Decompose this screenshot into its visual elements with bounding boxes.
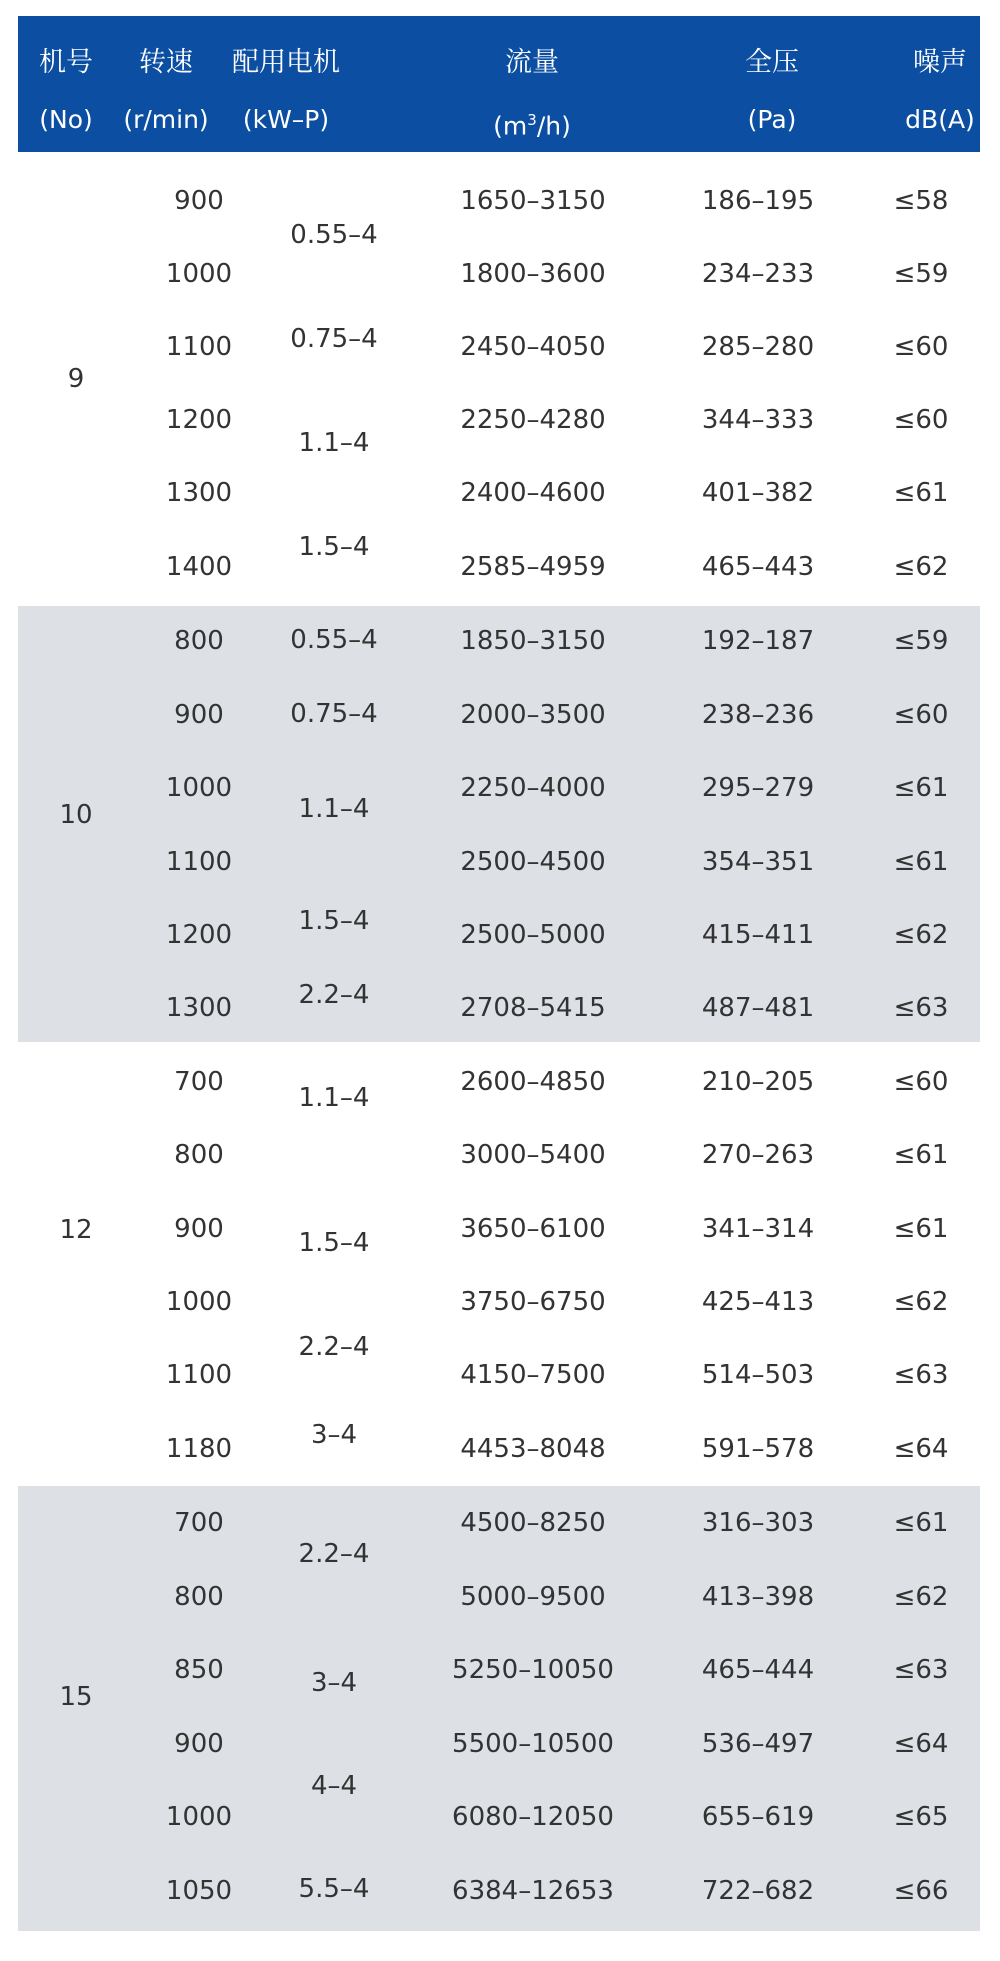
pressure-cell: 354–351	[701, 847, 815, 877]
header-model-number: 机号 (No)	[39, 47, 93, 134]
noise-cell: ≤61	[893, 773, 949, 803]
flow-cell: 4150–7500	[460, 1360, 606, 1390]
noise-cell: ≤65	[893, 1802, 949, 1832]
flow-cell: 3650–6100	[460, 1214, 606, 1244]
flow-cell: 2450–4050	[460, 332, 606, 362]
flow-cell: 1650–3150	[460, 186, 606, 216]
pressure-cell: 401–382	[701, 478, 815, 508]
pressure-cell: 465–443	[701, 552, 815, 582]
flow-cell: 2400–4600	[460, 478, 606, 508]
pressure-cell: 295–279	[701, 773, 815, 803]
header-pressure: 全压 (Pa)	[745, 47, 799, 134]
group-band-9	[18, 170, 980, 606]
pressure-cell: 186–195	[701, 186, 815, 216]
noise-cell: ≤63	[893, 1360, 949, 1390]
flow-cell: 3000–5400	[460, 1140, 606, 1170]
model-number: 12	[59, 1215, 93, 1245]
motor-cell: 0.55–4	[290, 625, 378, 655]
noise-cell: ≤64	[893, 1729, 949, 1759]
pressure-cell: 341–314	[701, 1214, 815, 1244]
model-number: 9	[67, 364, 85, 394]
pressure-cell: 234–233	[701, 259, 815, 289]
pressure-cell: 514–503	[701, 1360, 815, 1390]
speed-cell: 1200	[165, 920, 233, 950]
flow-cell: 2250–4000	[460, 773, 606, 803]
speed-cell: 900	[174, 1729, 224, 1759]
flow-cell: 2708–5415	[460, 993, 606, 1023]
noise-cell: ≤59	[893, 259, 949, 289]
noise-cell: ≤58	[893, 186, 949, 216]
speed-cell: 850	[174, 1655, 224, 1685]
speed-cell: 700	[174, 1067, 224, 1097]
speed-cell: 1300	[165, 993, 233, 1023]
flow-cell: 2250–4280	[460, 405, 606, 435]
noise-cell: ≤66	[893, 1876, 949, 1906]
flow-cell: 2600–4850	[460, 1067, 606, 1097]
pressure-cell: 655–619	[701, 1802, 815, 1832]
noise-cell: ≤62	[893, 552, 949, 582]
speed-cell: 900	[174, 1214, 224, 1244]
noise-cell: ≤61	[893, 1214, 949, 1244]
header-flow: 流量 $(m^3/h)$	[493, 47, 571, 141]
flow-cell: 2500–5000	[460, 920, 606, 950]
flow-cell: 4500–8250	[460, 1508, 606, 1538]
noise-cell: ≤61	[893, 1508, 949, 1538]
motor-cell: 1.1–4	[298, 1083, 370, 1113]
flow-cell: 5250–10050	[452, 1655, 614, 1685]
motor-cell: 3–4	[310, 1420, 358, 1450]
motor-cell: 2.2–4	[298, 1332, 370, 1362]
pressure-cell: 487–481	[701, 993, 815, 1023]
group-band-12	[18, 1042, 980, 1478]
pressure-cell: 425–413	[701, 1287, 815, 1317]
noise-cell: ≤60	[893, 332, 949, 362]
motor-cell: 5.5–4	[298, 1874, 370, 1904]
pressure-cell: 722–682	[701, 1876, 815, 1906]
motor-cell: 4–4	[310, 1771, 358, 1801]
speed-cell: 900	[174, 186, 224, 216]
noise-cell: ≤61	[893, 1140, 949, 1170]
speed-cell: 1050	[165, 1876, 233, 1906]
motor-cell: 1.5–4	[298, 532, 370, 562]
flow-cell: 1800–3600	[460, 259, 606, 289]
flow-cell: 5000–9500	[460, 1582, 606, 1612]
pressure-cell: 415–411	[701, 920, 815, 950]
noise-cell: ≤60	[893, 700, 949, 730]
flow-cell: 4453–8048	[460, 1434, 606, 1464]
group-band-15	[18, 1486, 980, 1931]
noise-cell: ≤63	[893, 1655, 949, 1685]
header-noise: 噪声 dB(A)	[905, 47, 975, 134]
pressure-cell: 465–444	[701, 1655, 815, 1685]
noise-cell: ≤64	[893, 1434, 949, 1464]
header-speed: 转速 (r/min)	[123, 47, 209, 134]
flow-cell: 2500–4500	[460, 847, 606, 877]
model-number: 10	[59, 800, 93, 830]
model-number: 15	[59, 1682, 93, 1712]
speed-cell: 1000	[165, 1802, 233, 1832]
motor-cell: 0.55–4	[290, 220, 378, 250]
noise-cell: ≤60	[893, 1067, 949, 1097]
noise-cell: ≤59	[893, 626, 949, 656]
speed-cell: 1000	[165, 773, 233, 803]
speed-cell: 1000	[165, 259, 233, 289]
flow-cell: 2585–4959	[460, 552, 606, 582]
table-header	[18, 16, 980, 152]
speed-cell: 1180	[165, 1434, 233, 1464]
motor-cell: 1.1–4	[298, 794, 370, 824]
flow-cell: 2000–3500	[460, 700, 606, 730]
pressure-cell: 270–263	[701, 1140, 815, 1170]
pressure-cell: 285–280	[701, 332, 815, 362]
speed-cell: 800	[174, 1140, 224, 1170]
speed-cell: 1100	[165, 1360, 233, 1390]
motor-cell: 2.2–4	[298, 980, 370, 1010]
speed-cell: 700	[174, 1508, 224, 1538]
noise-cell: ≤61	[893, 847, 949, 877]
noise-cell: ≤63	[893, 993, 949, 1023]
speed-cell: 1200	[165, 405, 233, 435]
pressure-cell: 316–303	[701, 1508, 815, 1538]
motor-cell: 1.1–4	[298, 428, 370, 458]
flow-cell: 1850–3150	[460, 626, 606, 656]
pressure-cell: 536–497	[701, 1729, 815, 1759]
motor-cell: 2.2–4	[298, 1539, 370, 1569]
pressure-cell: 344–333	[701, 405, 815, 435]
pressure-cell: 192–187	[701, 626, 815, 656]
motor-cell: 0.75–4	[290, 699, 378, 729]
speed-cell: 1100	[165, 332, 233, 362]
noise-cell: ≤62	[893, 1582, 949, 1612]
flow-cell: 6384–12653	[452, 1876, 614, 1906]
noise-cell: ≤62	[893, 920, 949, 950]
motor-cell: 1.5–4	[298, 1228, 370, 1258]
motor-cell: 3–4	[310, 1668, 358, 1698]
motor-cell: 0.75–4	[290, 324, 378, 354]
pressure-cell: 413–398	[701, 1582, 815, 1612]
speed-cell: 1400	[165, 552, 233, 582]
speed-cell: 1300	[165, 478, 233, 508]
speed-cell: 800	[174, 626, 224, 656]
motor-cell: 1.5–4	[298, 906, 370, 936]
pressure-cell: 210–205	[701, 1067, 815, 1097]
noise-cell: ≤62	[893, 1287, 949, 1317]
pressure-cell: 238–236	[701, 700, 815, 730]
flow-cell: 6080–12050	[452, 1802, 614, 1832]
speed-cell: 1100	[165, 847, 233, 877]
header-motor: 配用电机 (kW–P)	[232, 47, 340, 134]
pressure-cell: 591–578	[701, 1434, 815, 1464]
group-band-10	[18, 606, 980, 1042]
speed-cell: 900	[174, 700, 224, 730]
speed-cell: 800	[174, 1582, 224, 1612]
noise-cell: ≤60	[893, 405, 949, 435]
noise-cell: ≤61	[893, 478, 949, 508]
speed-cell: 1000	[165, 1287, 233, 1317]
flow-cell: 3750–6750	[460, 1287, 606, 1317]
flow-cell: 5500–10500	[452, 1729, 614, 1759]
